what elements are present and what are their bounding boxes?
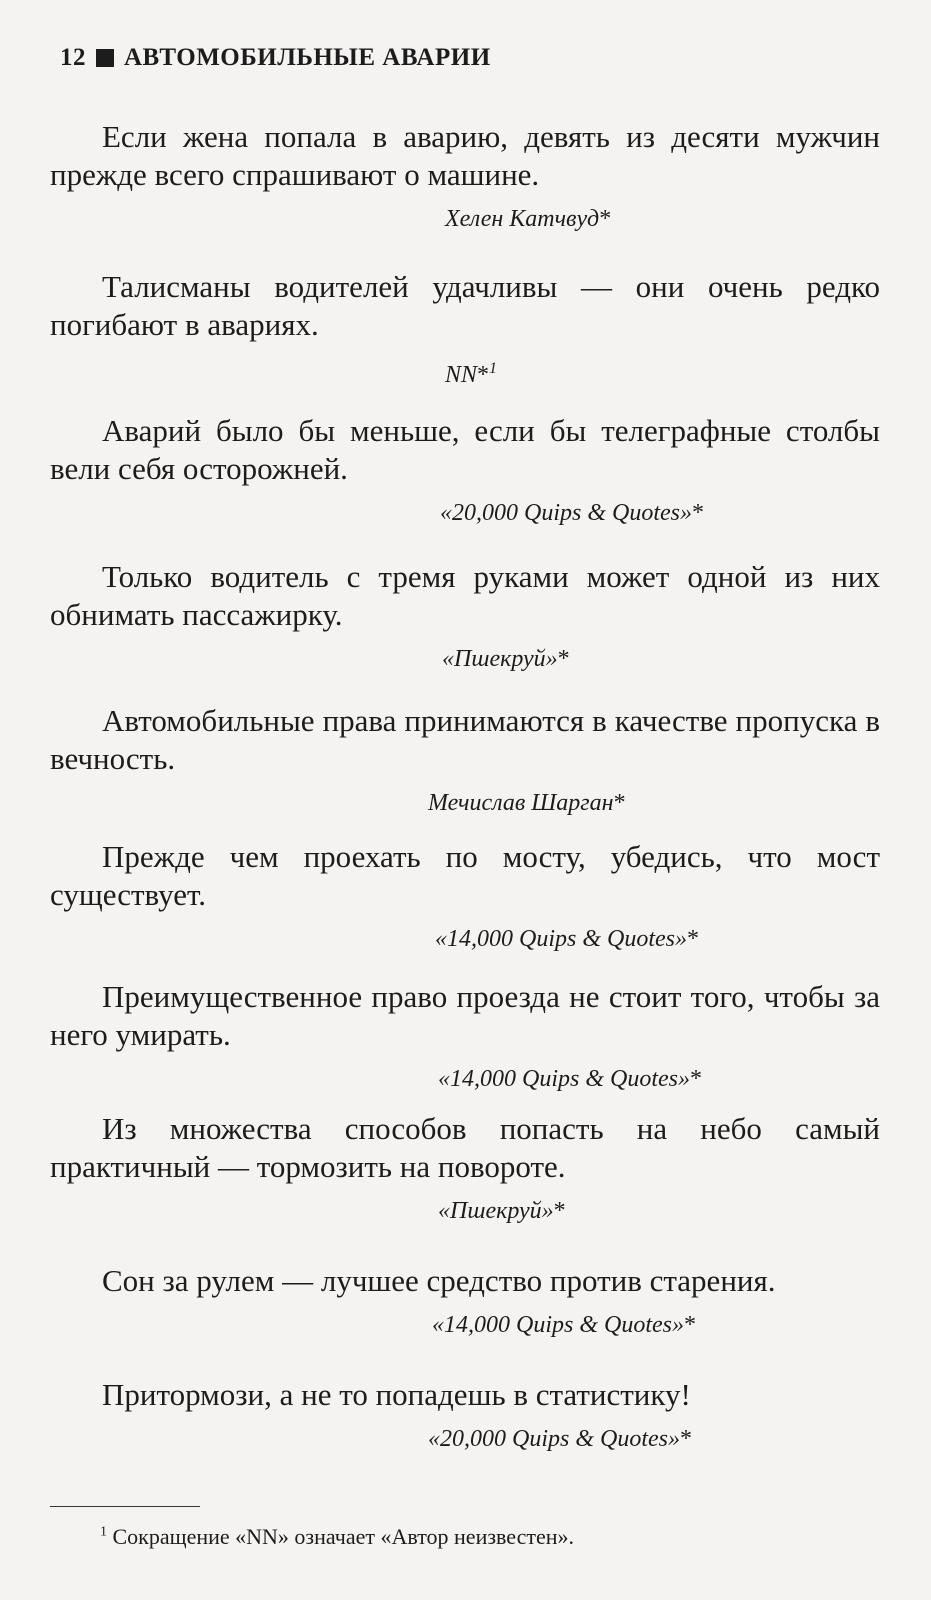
quote-text: Притормози, а не то попадешь в статистику! — [102, 1377, 691, 1412]
attribution-marker: * — [687, 926, 699, 952]
quote-item — [50, 702, 880, 818]
quote-item — [50, 1376, 880, 1454]
quote-text: Если жена попала в аварию, девять из десяти мужчин прежде всего спрашивают о машине. — [50, 119, 880, 192]
quote-text: Только водитель с тремя руками может одной из них обнимать пассажирку. — [50, 559, 880, 632]
attribution-marker: * — [557, 646, 570, 672]
quote-text: Преимущественное право проезда не стоит того, чтобы за него умирать. — [50, 979, 880, 1052]
footnote-text: Сокращение «NN» означает «Автор неизвестен». — [112, 1524, 575, 1549]
attribution-marker: * — [692, 500, 704, 526]
attribution-marker: * — [684, 1312, 696, 1338]
attribution-marker: * — [680, 1426, 692, 1452]
quote-author: «14,000 Quips & Quotes» — [432, 1312, 684, 1338]
quote-author: «20,000 Quips & Quotes» — [428, 1426, 680, 1452]
quote-author: «14,000 Quips & Quotes» — [435, 926, 687, 952]
attribution-marker: * — [477, 362, 490, 388]
quote-text: Из множества способов попасть на небо самый практичный — тормозить на повороте. — [50, 1111, 880, 1184]
quote-item — [50, 558, 880, 674]
attribution-marker: * — [613, 790, 626, 816]
quote-item — [50, 1110, 880, 1226]
footnote-ref: 1 — [489, 360, 498, 377]
quote-attribution — [435, 924, 880, 954]
running-head — [60, 44, 491, 72]
chapter-title: АВТОМОБИЛЬНЫЕ АВАРИИ — [124, 44, 491, 71]
page-number: 12 — [60, 44, 86, 71]
footnote-divider — [50, 1506, 200, 1507]
quote-attribution — [428, 788, 880, 818]
quote-text: Прежде чем проехать по мосту, убедись, что мост существует. — [50, 839, 880, 912]
quote-attribution — [445, 204, 880, 234]
quote-attribution — [428, 1424, 880, 1454]
quote-item — [50, 978, 880, 1094]
quote-attribution — [438, 1196, 880, 1226]
quote-text: Аварий было бы меньше, если бы телеграфные столбы вели себя осторожней. — [50, 413, 880, 486]
quote-author: NN — [445, 362, 478, 388]
quote-author: Мечислав Шарган — [428, 790, 614, 816]
quote-attribution — [438, 1064, 880, 1094]
quote-attribution — [445, 354, 880, 390]
quote-author: Хелен Катчвуд — [445, 206, 600, 232]
quote-item — [50, 268, 880, 390]
quote-author: «14,000 Quips & Quotes» — [438, 1066, 690, 1092]
quote-author: «Пшекруй» — [438, 1198, 554, 1224]
quote-author: «20,000 Quips & Quotes» — [440, 500, 692, 526]
quote-item — [50, 412, 880, 528]
quote-attribution — [440, 498, 880, 528]
quote-attribution — [432, 1310, 880, 1340]
quote-item — [50, 1262, 880, 1340]
footnote-number: 1 — [100, 1524, 107, 1540]
quote-item — [50, 838, 880, 954]
quote-author: «Пшекруй» — [442, 646, 558, 672]
attribution-marker: * — [599, 206, 612, 232]
attribution-marker: * — [553, 1198, 566, 1224]
quote-text: Автомобильные права принимаются в качестве пропуска в вечность. — [50, 703, 880, 776]
attribution-marker: * — [690, 1066, 702, 1092]
quote-item — [50, 118, 880, 234]
footnote — [100, 1524, 574, 1550]
quote-text: Сон за рулем — лучшее средство против старения. — [102, 1263, 776, 1298]
quote-text: Талисманы водителей удачливы — они очень редко погибают в авариях. — [50, 269, 880, 342]
square-icon — [96, 49, 114, 67]
quote-attribution — [442, 644, 880, 674]
